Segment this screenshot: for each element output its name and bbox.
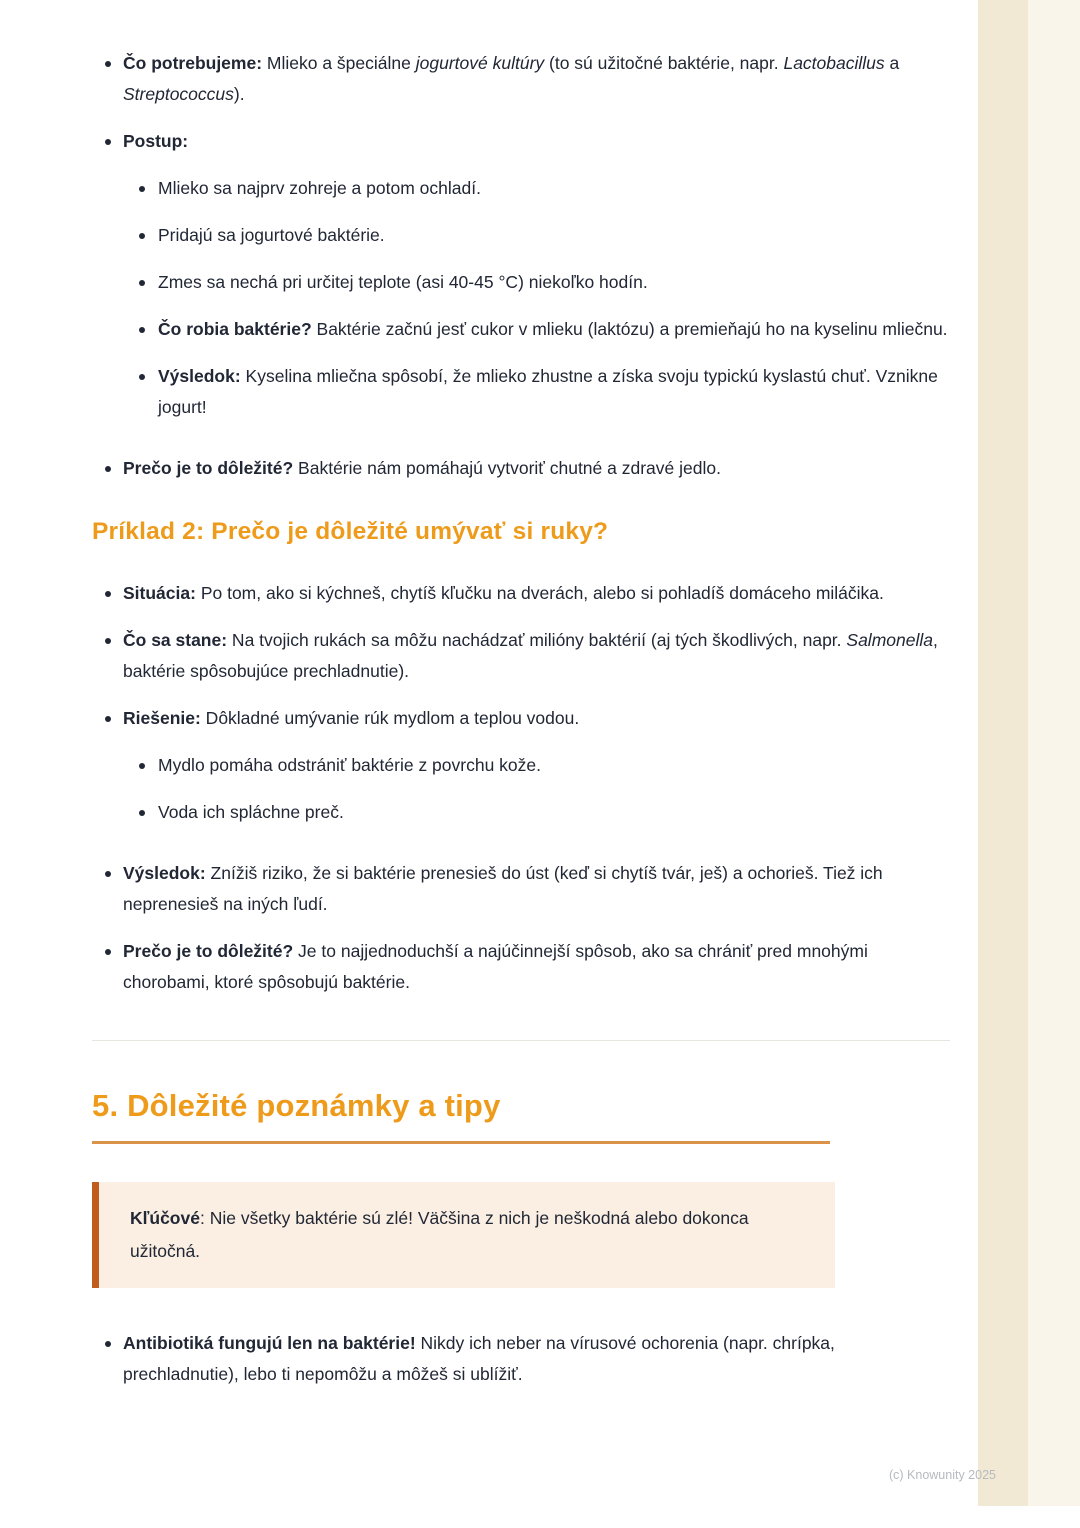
text-segment: Výsledok: [158,366,241,386]
text-segment: ). [233,84,245,104]
text-segment: a [884,53,900,73]
list-item [92,797,950,828]
text-segment: jogurtové kultúry [415,53,545,73]
text-segment: Kľúčové [130,1208,200,1228]
text-segment: Situácia: [123,583,196,603]
text-segment: Zmes sa nechá pri určitej teplote (asi 40-45 °C) niekoľko hodín. [158,272,648,292]
list-item [92,126,950,157]
bullet-list [92,48,950,484]
text-segment: Mlieko a špeciálne [262,53,416,73]
text-segment: Čo potrebujeme: [123,53,263,73]
text-segment: Prečo je to dôležité? [123,941,294,961]
heading-underline [92,1141,830,1144]
text-segment: Čo sa stane: [123,630,228,650]
page-edge-strip [978,0,1028,1506]
list-item [92,314,950,345]
list-item [92,453,950,484]
text-segment: Streptococcus [123,84,234,104]
key-callout [92,1182,835,1288]
text-segment: Postup: [123,131,189,151]
text-segment: Mydlo pomáha odstrániť baktérie z povrchu kože. [158,755,542,775]
list-item [92,1328,950,1390]
text-segment: (to sú užitočné baktérie, napr. [544,53,784,73]
section-divider [92,1040,950,1041]
text-segment: Mlieko sa najprv zohreje a potom ochladí. [158,178,481,198]
watermark: (c) Knowunity 2025 [888,1468,996,1482]
text-segment: Výsledok: [123,863,206,883]
text-segment: Baktérie nám pomáhajú vytvoriť chutné a zdravé jedlo. [293,458,721,478]
text-segment: Antibiotiká fungujú len na baktérie! [123,1333,416,1353]
bullet-list [92,578,950,998]
callout-text [130,1202,805,1268]
page-heading-block [92,1087,950,1144]
list-item [92,220,950,251]
section-heading: Príklad 2: Prečo je dôležité umývať si ruky? [92,518,609,545]
text-segment: Dôkladné umývanie rúk mydlom a teplou vodou. [200,708,580,728]
list-item [92,858,950,920]
list-item [92,48,950,110]
document-content [92,48,950,1406]
text-segment: Voda ich spláchne preč. [158,802,344,822]
text-segment: Kyselina mliečna spôsobí, že mlieko zhustne a získa svoju typickú kyslastú chuť. Vznikne jogurt! [158,366,938,417]
text-segment: Je to najjednoduchší a najúčinnejší spôsob, ako sa chrániť pred mnohými chorobami, ktoré spôsobujú baktérie. [123,941,868,992]
text-segment: Prečo je to dôležité? [123,458,294,478]
text-segment: Pridajú sa jogurtové baktérie. [158,225,385,245]
list-item [92,750,950,781]
list-item [92,703,950,734]
text-segment: , baktérie spôsobujúce prechladnutie). [123,630,938,681]
text-segment: Po tom, ako si kýchneš, chytíš kľučku na dverách, alebo si pohladíš domáceho miláčika. [195,583,884,603]
page-heading: 5. Dôležité poznámky a tipy [92,1088,501,1123]
text-segment: Na tvojich rukách sa môžu nachádzať milióny baktérií (aj tých škodlivých, napr. [227,630,847,650]
text-segment: Lactobacillus [783,53,885,73]
text-segment: Riešenie: [123,708,201,728]
text-segment: : Nie všetky baktérie sú zlé! Väčšina z nich je neškodná alebo dokonca užitočná. [130,1208,749,1261]
text-segment: Znížiš riziko, že si baktérie prenesieš do úst (keď si chytíš tvár, ješ) a ochorieš. Tiež ich neprenesieš na iných ľudí. [123,863,883,914]
list-item [92,173,950,204]
list-item [92,578,950,609]
text-segment: Salmonella [846,630,933,650]
text-segment: Nikdy ich neber na vírusové ochorenia (napr. chrípka, prechladnutie), lebo ti nepomôžu a môžeš si ublížiť. [123,1333,835,1384]
list-item [92,267,950,298]
text-segment: Baktérie začnú jesť cukor v mlieku (laktózu) a premieňajú ho na kyselinu mliečnu. [311,319,948,339]
list-item [92,361,950,423]
text-segment: Čo robia baktérie? [158,319,312,339]
list-item [92,936,950,998]
bullet-list [92,1328,950,1390]
list-item [92,625,950,687]
